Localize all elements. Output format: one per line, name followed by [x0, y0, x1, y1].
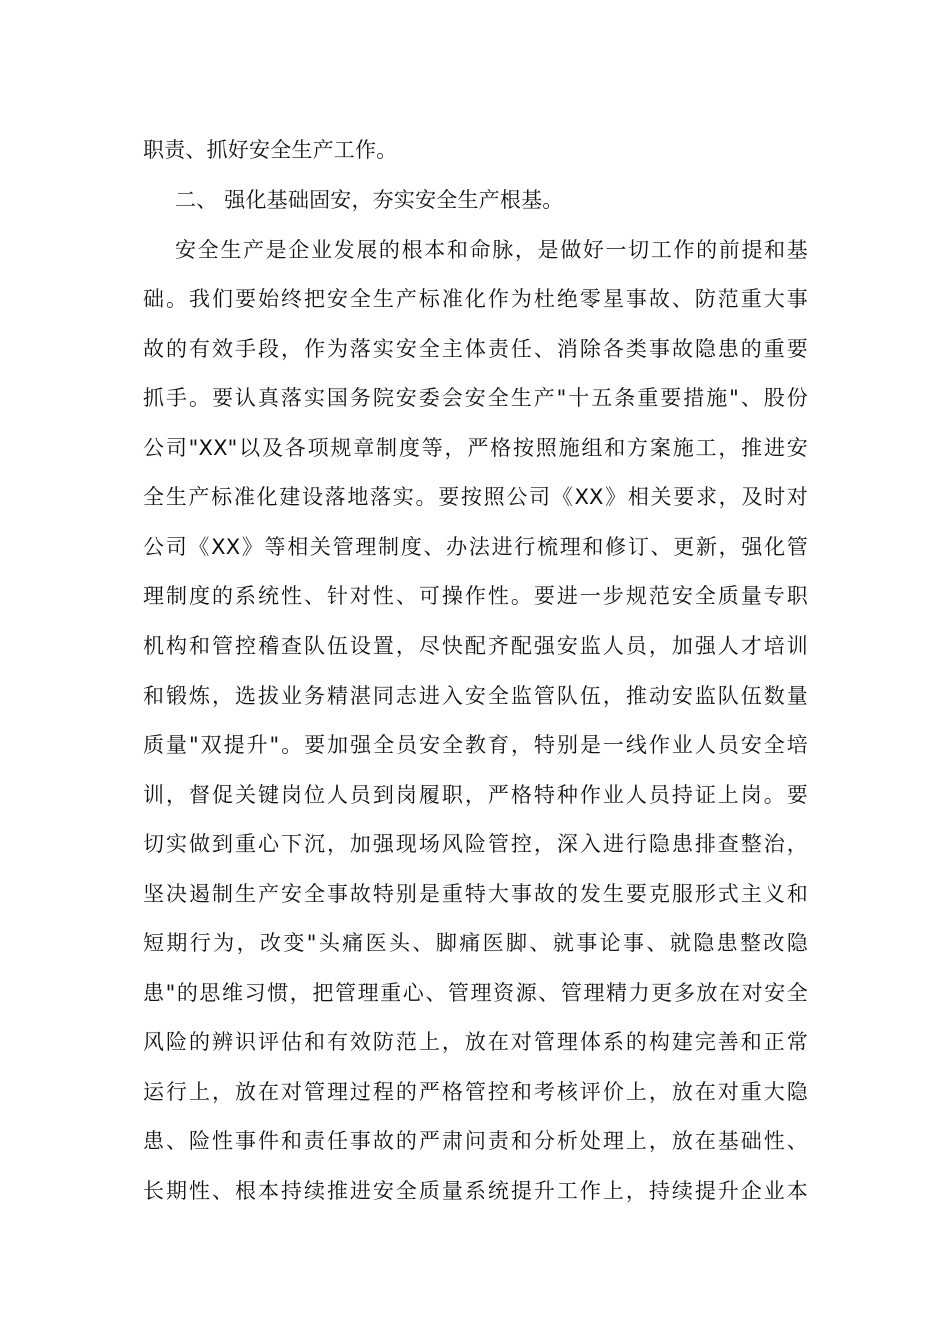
text-line: 机构和管控稽查队伍设置，尽快配齐配强安监人员，加强人才培训: [143, 634, 808, 658]
text-line: 坚决遏制生产安全事故特别是重特大事故的发生要克服形式主义和: [143, 882, 808, 906]
text-line: 职责、抓好安全生产工作。: [143, 138, 398, 162]
text-line: 风险的辨识评估和有效防范上，放在对管理体系的构建完善和正常: [143, 1030, 808, 1054]
text-line: 患、险性事件和责任事故的严肃问责和分析处理上，放在基础性、: [143, 1129, 808, 1153]
text-line: 公司《XX》等相关管理制度、办法进行梳理和修订、更新，强化管: [143, 535, 808, 559]
text-line: 切实做到重心下沉，加强现场风险管控，深入进行隐患排查整治，: [143, 832, 808, 856]
text-line: 安全生产是企业发展的根本和命脉，是做好一切工作的前提和基: [175, 238, 808, 262]
text-line: 故的有效手段，作为落实安全主体责任、消除各类事故隐患的重要: [143, 337, 808, 361]
text-line: 训，督促关键岗位人员到岗履职，严格特种作业人员持证上岗。要: [143, 783, 808, 807]
text-line: 抓手。要认真落实国务院安委会安全生产"十五条重要措施"、股份: [143, 386, 808, 410]
text-line: 和锻炼，选拔业务精湛同志进入安全监管队伍，推动安监队伍数量: [143, 684, 808, 708]
text-line: 短期行为，改变"头痛医头、脚痛医脚、就事论事、就隐患整改隐: [143, 931, 808, 955]
text-line: 公司"XX"以及各项规章制度等，严格按照施组和方案施工，推进安: [143, 436, 808, 460]
text-line: 长期性、根本持续推进安全质量系统提升工作上，持续提升企业本: [143, 1179, 808, 1203]
text-line: 理制度的系统性、针对性、可操作性。要进一步规范安全质量专职: [143, 584, 808, 608]
text-line: 运行上，放在对管理过程的严格管控和考核评价上，放在对重大隐: [143, 1080, 808, 1104]
text-line: 患"的思维习惯，把管理重心、管理资源、管理精力更多放在对安全: [143, 981, 808, 1005]
text-line: 础。我们要始终把安全生产标准化作为杜绝零星事故、防范重大事: [143, 287, 808, 311]
text-line: 全生产标准化建设落地落实。要按照公司《XX》相关要求，及时对: [143, 485, 808, 509]
text-line: 质量"双提升"。要加强全员安全教育，特别是一线作业人员安全培: [143, 733, 808, 757]
section-heading: 二、 强化基础固安，夯实安全生产根基。: [175, 188, 564, 212]
